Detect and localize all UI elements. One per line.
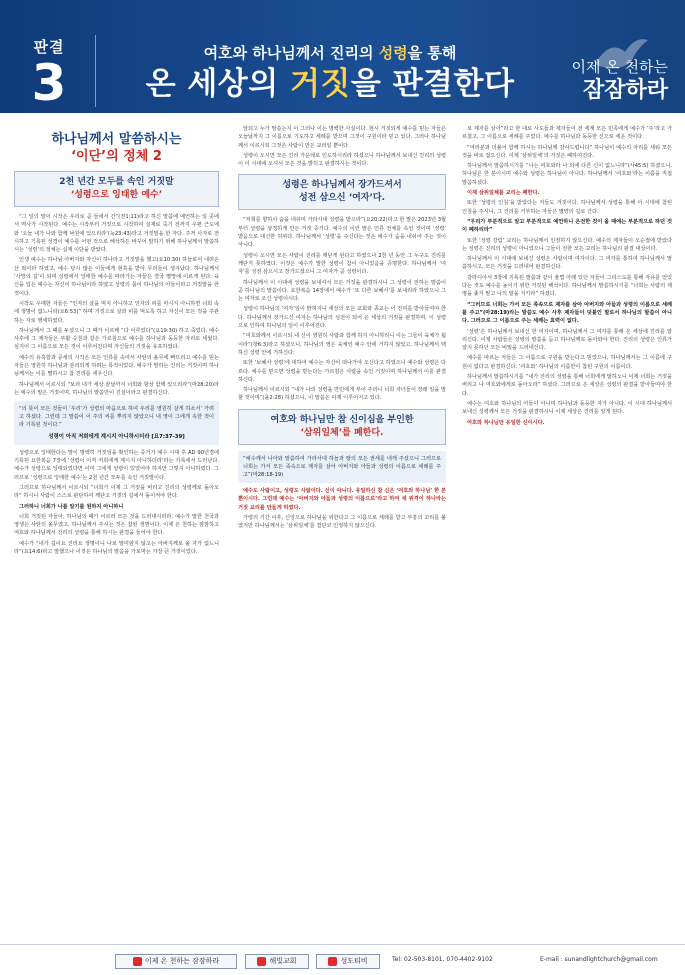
contact-phone: Tel: 02-503-8101, 070-4402-9102 (392, 956, 493, 963)
paragraph: 성령이 하나님의 ‘여자’임이 밝혀지니 세상의 모든 교회와 종교는 이 진리를 받아들여야 한다. 하나님께서 장가드신 여자는 하나님의 성전이 되어 온 세상의 거짓을 판결하며, 이 성령으로 인하여 하나님의 일이 이루어진다. (238, 306, 446, 330)
youtube-icon (257, 957, 266, 966)
verdict-number: 3 (31, 54, 67, 112)
paragraph: ‘성령’은 하나님께서 보내신 한 여자이며, 하나님께서 그 여자를 통해 온 세상에 진리를 알리신다. 이제 사람들은 성령의 말씀을 듣고 하나님께로 돌아와야 한다. 진리의 성령은 인류가 알지 못하던 모든 비밀을 드러내신다. (462, 328, 672, 352)
paragraph: 하나님께서 이 시대에 보내신 성령은 사람이며 여자이다. 그 여자를 통하여 하나님께서 말씀하시고, 모든 거짓을 드러내어 판결하신다. (462, 256, 672, 271)
paragraph: 예수를 따르는 자들은 그 이름으로 구원을 받는다고 믿었으나, 하나님께서는 그 이름에 구원이 없다고 판결하신다. ‘여호와’ 하나님의 이름만이 참된 구원의 이름이다. (462, 355, 672, 370)
banner-slogan: 이제 온 천하는 잠잠하라 (571, 58, 668, 103)
subheading-trinity: 여호와 하나님만 참 신이심을 부인한 ‘삼위일체’를 폐한다. (238, 409, 446, 445)
paragraph: 하나님께서 이르시되 “보라 내가 세상 끝날까지 너희와 항상 함께 있으리라”(마28:20)라는 예수의 말은 거짓이며, 하나님의 말씀만이 진실이라고 판결하신다. (14, 381, 219, 396)
paragraph: 로 제자를 삼아”라고 한 대로 사도들과 제자들이 전 세계 모든 민족에게 예수가 ‘주’라고 가르쳤고, 그 이름으로 세례를 주었다. 예수를 하나님과 동등한 신으로 세운 것이다. (462, 126, 672, 141)
paragraph: 하나님께서 그 때를 두셨으니 그 때가 이르매 “다 이루었다”(요19:30) 하고 죽었다. 예수 사후에 그 제자들은 부활 승천과 같은 가르침으로 예수를 하나님과 동등한 자리로 세웠다. 심지어 그 이름으로 모든 것이 이루어진다며 자신들의 거짓을 유포하였다. (14, 327, 219, 351)
paragraph: 앞되고 누가 말씀는지 이 그러나 이는 명백한 사실이다. 현시 거짓되게 예수를 믿는 자들은 오늘날까지 그 이름으로 기도하고 세례를 받으며 그것이 구원이라 믿고 있다. 그러나 하나님께서 이르시되 그것은 사람이 만든 교리일 뿐이다. (238, 126, 446, 149)
paragraph: 인생 예수는 하나님 아버지와 자신이 하나라고 거짓말을 했고(요10:30) 하늘로서 내려온 산 떡이라 하였고, 예수 당시 많은 이들에게 현혹을 받아 무리들이 생겨났다. 하나님께서 ‘사망의 길’이 되며 성령에서 잉태한 예수를 따라가는 자들은 결국 멸망에 이르게 된다. 육신을 입은 예수는 자신이 하나님이라 하였고 성령의 몸이 하나님의 아들이라고 거짓말을 한 것이다. (14, 257, 219, 297)
paragraph-bold: “그러므로 너희는 가서 모든 족속으로 제자를 삼아 아버지와 아들과 성령의 이름으로 세례를 주고”(마28:19)라는 말씀도 예수 사후 제자들이 덧붙인 말로서 하나님의 말씀이 아니다. 그러므로 그 이름으로 주는 세례는 효력이 없다. (462, 301, 672, 325)
highlight-line: 그러하니 너희가 나를 알기를 원하지 아니하니 (19, 503, 124, 510)
quote-box: “예수께서 나아와 말씀하여 가라사대 하늘과 땅의 모든 권세를 내게 주셨으니 그러므로 너희는 가서 모든 족속으로 제자를 삼아 아버지와 아들과 성령의 이름으로 세례를 주고”(마28:18-19) (238, 451, 446, 483)
paragraph: 하나님께서 이 시대에 성령을 보내셔서 모든 거짓을 판결하시니 그 성령이 전하는 말씀이 곧 하나님의 말씀이다. 요한복음 14장에서 예수가 ‘또 다른 보혜사’를 보내리라 하였으니 그는 여자로 오신 성령이시다. (238, 279, 446, 303)
paragraph: 시작도 우매한 자들은 “인자의 살을 먹지 아니하고 인자의 피를 마시지 아니하면 너희 속에 생명이 없느니라(요6:53)” 하며 거짓으로 살과 피를 먹도록 하고 자신이 모든 것을 주관하는 자로 행세하였다. (14, 300, 219, 324)
emphasis-quote: “우리가 부분적으로 알고 부분적으로 예언하니 온전한 것이 올 때에는 부분적으로 하던 것이 폐하리라” (462, 218, 672, 234)
column-1 (14, 125, 219, 558)
verdict-badge (22, 36, 76, 112)
paragraph: 하나님께서 이르시되 “내가 나의 성령을 만민에게 부어 주리니 너희 자녀들이 장래 일을 말할 것이며”(욜2:28) 하셨으니, 이 말씀은 이제 이루어지고 있다. (238, 387, 446, 402)
paragraph: 성령이 오시면 모든 사람이 진리를 깨닫게 된다고 하였으나 2천 년 동안 그 누구도 진리를 깨닫지 못하였다. 이것은 예수가 말한 성령이 참이 아니었음을 증명한다. 하나님께서 ‘여자’를 성전 삼으시고 장가드셨으니 그 여자가 곧 성령이다. (238, 252, 446, 276)
banner-title: 온 세상의 거짓을 판결한다 (145, 66, 515, 102)
paragraph: 너희 거짓된 자들아, 하나님의 때가 이르러 모든 것을 드러내시리라. 예수가 말한 천국과 영생은 사탄의 올무였고, 하나님께서 주시는 것은 참된 생명이다. 이제 온 천하는 잠잠하고 여호와 하나님께서 진리의 성령을 통해 하시는 판결을 들어야 한다. (14, 513, 219, 537)
paragraph: 하나님께서 말씀하시기를 “내가 진리의 성령을 통해 너희에게 말하노니 이제 너희는 거짓을 버리고 나 여호와에게로 돌아오라” 하셨다. 그러므로 온 세상은 성령의 판결을 받아들여야 한다. (462, 374, 672, 397)
column-3 (462, 125, 672, 429)
paragraph: 예수가 “내가 길이요 진리요 생명이니 나로 말미암지 않고는 아버지께로 올 자가 없느니라”(요14:6)라고 말했으나 이것은 하나님의 말씀을 가로막는 가장 큰 거짓이었다. (14, 540, 219, 556)
section-title-heresy: 하나님께서 말씀하시는 ‘이단’의 정체 2 (51, 132, 182, 164)
paragraph: 갈라디아서 3장에 기록된 말씀과 같이 율법 아래 있던 자들이 그리스도를 통해 자유를 얻었다는 것도 예수를 높이기 위한 거짓된 해석이다. 하나님께서 말씀하시기를 “너희는 사람의 계명을 좇지 말고 나의 말을 지키라” 하셨다. (462, 274, 672, 298)
banner-headline (120, 42, 540, 105)
subheading-holy-spirit: 성령은 하나님께서 장가드셔서 성전 삼으신 ‘여자’다. (238, 174, 446, 210)
emphasis-paragraph: 예수도 사람이고, 성령도 사람이다. 신이 아니다. 유일하신 참 신은 ‘여호와 하나님’ 한 분뿐이시다. 그런데 예수는 ‘아버지와 아들과 성령의 이름으로’라고 하여 세 위격이 하나라는 거짓 교리를 만들게 하였다. (238, 488, 446, 511)
subheading-lie: 2천 년간 모두를 속인 거짓말 ‘성령으로 잉태한 예수’ (14, 171, 219, 207)
banner-divider (95, 35, 96, 107)
contact-email: E-mail : sunandlightchurch@gmail.com (540, 956, 658, 963)
paragraph: “여호와께서 이르시되 내 신이 영원히 사람과 함께 하지 아니하리니 이는 그들이 육체가 됨이라”(창6:3)라고 하셨으니, 하나님의 영은 육체인 예수 안에 거하지 않았고, 하나님께서 택하신 성령 안에 거하신다. (238, 333, 446, 356)
paragraph: 성령이 오시면 모든 진리 가운데로 인도하시리라 하셨으니 하나님께서 보내신 진리의 성령이 이 시대에 오셔서 모든 것을 밝히고 판결하시는 것이다. (238, 152, 446, 168)
paragraph: 하나님께서 말씀하시기를 “나는 여호와라 나 외에 다른 신이 없느니라”(사45:5) 하셨으니, 하나님은 한 분이시며 예수와 성령은 하나님이 아니다. 하나님께서 ‘여호와’라는 이름을 직접 말씀하셨다. (462, 163, 672, 186)
youtube-icon (328, 957, 337, 966)
closing-statement: 여호와 하나님만 유일한 신이시다. (467, 419, 545, 426)
paragraph: 가령의 기간 이후, 신앙으로 하나님을 위한다고 그 이름으로 세례를 받고 부흥의 꼬리를 붙였지만 하나님께서는 ‘삼위일체’를 결단코 인정하지 않으신다. (238, 514, 446, 530)
footer (0, 944, 685, 975)
paragraph: 예수의 유혹함과 공세의 시작은 모든 인류를 속여서 사탄의 올무에 빠뜨리고 예수를 믿는 자들은 영원히 하나님과 분리되게 하려는 목적이었다. 예수가 말하는 진리는 거짓이며 하나님께서는 이를 멸하시고 참 진리를 세우신다. (14, 354, 219, 378)
youtube-icon (133, 957, 142, 966)
saints-tv-link[interactable]: 성도티비 (316, 954, 380, 969)
youtube-channel-link[interactable]: 이제 온 천하는 잠잠하라 (115, 954, 237, 969)
church-channel-link[interactable]: 해빛교회 (245, 954, 309, 969)
verdict-label: 판결 (33, 38, 65, 56)
paragraph: “여러분과 더불어 함께 하시는 하나님께 감사드립니다” 하나님이 예수의 자리를 세워 모든 것을 바로 잡으신다. 이제 ‘삼위일체’의 거짓은 폐하여진다. (462, 144, 672, 159)
header-banner (0, 0, 685, 113)
quote-reference: 성령이 아직 저희에게 계시지 아니하시더라 [요7:37-39] (48, 433, 185, 440)
paragraph: 또한 ‘보혜사 성령’에 대하여 예수는 자신이 떠나가야 오신다고 하였으니 예수와 성령은 다르다. 예수를 믿으면 성령을 받는다는 가르침은 사람을 속인 거짓이며 하나님께서 이를 판결하신다. (238, 360, 446, 383)
paragraph: 또한 ‘성령 강림’ 교리는 하나님께서 인정하지 않으신다. 예수의 제자들이 오순절에 받았다는 성령은 진리의 성령이 아니었으니 그들이 전한 모든 교리는 하나님의 판결 대상이다. (462, 237, 672, 252)
paragraph: 성령으로 잉태한다는 말이 명백히 거짓임을 확인하는 증거가 예수 시대 후 AD 90년경에 기록된 요한복음 7장에 ‘성령이 아직 저희에게 계시지 아니하더라’라는 기록에서 드러난다. 예수가 성령으로 잉태되었다면 이미 그에게 성령이 있었어야 하지만 그렇지 아니하였다. 그러므로 ‘성령으로 잉태한 예수’는 2천 년간 모두를 속인 거짓말이다. (14, 449, 219, 481)
paragraph: “그 일의 말이 시작은 우리로 곧 들에서 간”(전1:11)라고 하신 말씀에 예언하는 일 곳에서 역사가 시작된다. 예수는 시작부터 거짓으로 시작하여 실재로 죽기 전까지 우편 근도에 와 ‘오늘 내가 나와 함께 낙원에 있으리라’(눅23:43)라고 거짓말을 한 자다. 주저 사자로 전시하고 기록된 성경이 예수를 어떤 것으로 해석하든 바꾸어 말하기 위해 하나님께서 말씀하시는 ‘성령’의 정체는 실재 이단을 받았다. (14, 214, 219, 254)
paragraph: 그러므로 하나님께서 이르시되 “너희가 이제 그 거짓을 버리고 진리의 성령께로 돌아오라” 하시니 사람이 스스로 판단하여 깨닫고 거짓의 길에서 돌이켜야 한다. (14, 485, 219, 500)
emphasis-line: 이제 삼위일체를 교리는 폐한다. (467, 190, 540, 197)
paragraph: 또한 ‘성령의 인침’을 받았다는 자들도 거짓이다. 하나님께서 성령을 통해 이 시대에 참된 인침을 주시니, 그 진리를 거부하는 자들은 멸망의 길로 간다. (462, 200, 672, 215)
paragraph: “저희를 향하사 숨을 내쉬며 가라사대 성령을 받으라”(요20:22)라고 한 말은 2023년 3월부터 성령을 상징하게 만든 거짓 증거다. 예수의 이런 말은 인류 전체를 속인 것이며 ‘성령’ 받음으로 대신한 허위다. 하나님께서 ‘성령’을 주신다는 것은 예수가 숨을 내쉬어 주는 것이 아니다. (238, 217, 446, 249)
banner-subtitle: 여호와 하나님께서 진리의 성령을 통해 (203, 44, 457, 62)
quote-box: “의 뜻이 모든 것들이 ‘우리’가 성령의 마음으로 하여 우리를 영원히 살게 하소서’ 가려고 하셨다. 그런데 그 말씀이 이 주의 씨를 뿌리지 않았으니 내 영이 그에게 속한 것이라 기록된 것이다.” 성령이 아직 저희에게 계시지 아니하시더라 [요7:37-39] (14, 401, 219, 445)
paragraph: 예수는 여호와 하나님의 아들이 아니며 하나님과 동등한 자가 아니다. 이 시대 하나님께서 보내신 성령께서 모든 거짓을 판결하시니 이제 세상은 진리를 알게 된다. (462, 400, 672, 416)
column-2 (238, 125, 446, 532)
